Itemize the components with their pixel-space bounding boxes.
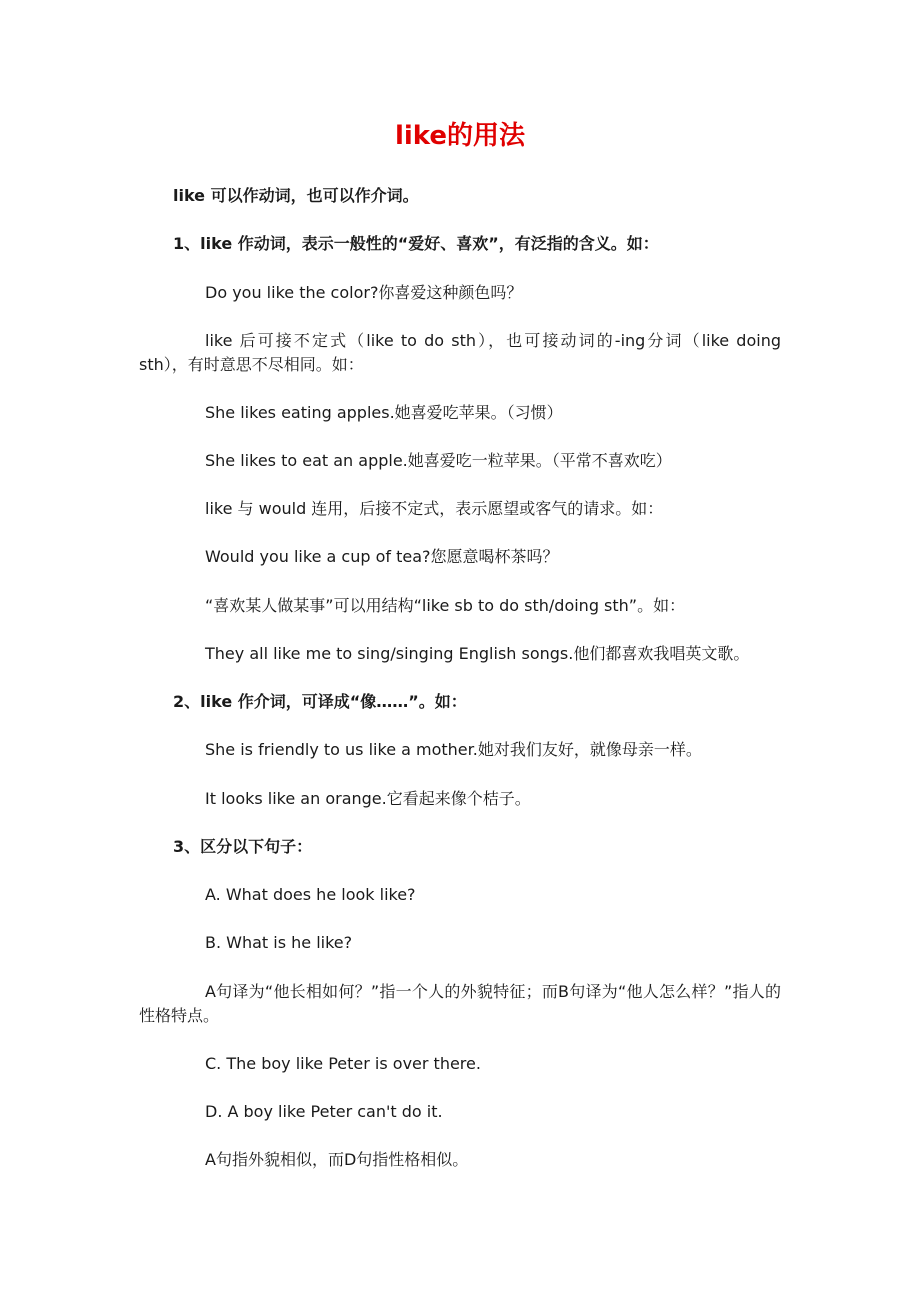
section-1-heading: 1、like 作动词，表示一般性的“爱好、喜欢”，有泛指的含义。如：: [173, 234, 659, 253]
explanation-text: like 与 would 连用，后接不定式，表示愿望或客气的请求。如：: [205, 499, 664, 518]
section-3-heading: 3、区分以下句子：: [173, 837, 313, 856]
sentence-c: C. The boy like Peter is over there.: [205, 1054, 481, 1073]
section-2-heading: 2、like 作介词，可译成“像……”。如：: [173, 692, 467, 711]
example-sentence: Do you like the color?你喜爱这种颜色吗？: [205, 283, 523, 302]
example-sentence: She likes to eat an apple.她喜爱吃一粒苹果。（平常不喜欢吃）: [205, 451, 672, 470]
example-sentence: It looks like an orange.它看起来像个桔子。: [205, 789, 531, 808]
example-sentence: She likes eating apples.她喜爱吃苹果。（习惯）: [205, 403, 563, 422]
explanation-paragraph: like 后可接不定式（like to do sth），也可接动词的-ing分词（like doing sth），有时意思不尽相同。如：: [139, 331, 781, 374]
sentence-b: B. What is he like?: [205, 933, 353, 952]
explanation-text: A句指外貌相似，而D句指性格相似。: [205, 1150, 469, 1169]
sentence-d: D. A boy like Peter can't do it.: [205, 1102, 443, 1121]
intro-text: like 可以作动词，也可以作介词。: [173, 186, 419, 205]
example-sentence: They all like me to sing/singing English songs.他们都喜欢我唱英文歌。: [205, 644, 750, 663]
page-title: like的用法: [394, 121, 526, 151]
explanation-text: “喜欢某人做某事”可以用结构“like sb to do sth/doing sth”。如：: [205, 596, 686, 615]
example-sentence: Would you like a cup of tea?您愿意喝杯茶吗？: [205, 547, 559, 566]
example-sentence: She is friendly to us like a mother.她对我们友好，就像母亲一样。: [205, 740, 702, 759]
sentence-a: A. What does he look like?: [205, 885, 416, 904]
explanation-paragraph: A句译为“他长相如何？”指一个人的外貌特征；而B句译为“他人怎么样？”指人的性格特点。: [139, 982, 781, 1025]
